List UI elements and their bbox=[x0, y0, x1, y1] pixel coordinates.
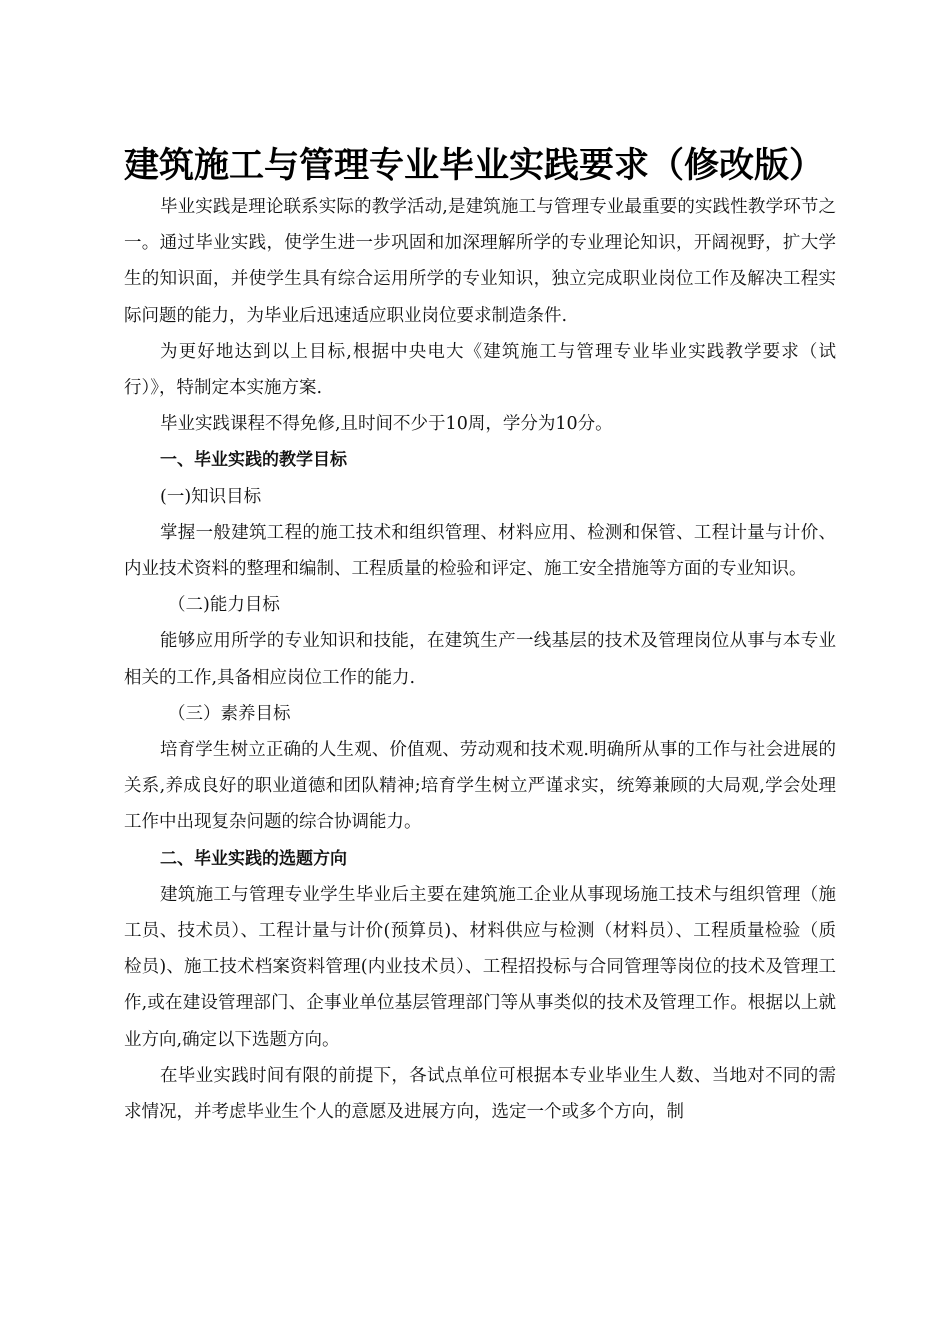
intro-paragraph-1: 毕业实践是理论联系实际的教学活动,是建筑施工与管理专业最重要的实践性教学环节之一。通过毕业实践，使学生进一步巩固和加深理解所学的专业理论知识，开阔视野，扩大学生的知识面，并使学生具有综合运用所学的专业知识，独立完成职业岗位工作及解决工程实际问题的能力，为毕业后迅速适应职业岗位要求制造条件. bbox=[124, 197, 836, 326]
topic-direction-paragraph-2: 在毕业实践时间有限的前提下，各试点单位可根据本专业毕业生人数、当地对不同的需求情况，并考虑毕业生个人的意愿及进展方向，选定一个或多个方向，制 bbox=[124, 1065, 836, 1123]
document-title: 建筑施工与管理专业毕业实践要求（修改版） bbox=[124, 146, 825, 186]
ability-goal-text: 能够应用所学的专业知识和技能，在建筑生产一线基层的技术及管理岗位从事与本专业相关的工作,具备相应岗位工作的能力. bbox=[124, 631, 836, 688]
intro-paragraph-3: 毕业实践课程不得免修,且时间不少于10周，学分为10分。 bbox=[160, 414, 613, 435]
section-2-heading: 二、毕业实践的选题方向 bbox=[160, 848, 347, 869]
quality-goal-heading: （三）素养目标 bbox=[168, 703, 291, 724]
section-1-heading: 一、毕业实践的教学目标 bbox=[160, 450, 347, 471]
ability-goal-heading: （二)能力目标 bbox=[168, 595, 280, 616]
knowledge-goal-heading: (一)知识目标 bbox=[160, 486, 262, 507]
knowledge-goal-text: 掌握一般建筑工程的施工技术和组织管理、材料应用、检测和保管、工程计量与计价、内业技术资料的整理和编制、工程质量的检验和评定、施工安全措施等方面的专业知识。 bbox=[124, 522, 836, 580]
quality-goal-text: 培育学生树立正确的人生观、价值观、劳动观和技术观.明确所从事的工作与社会进展的关系,养成良好的职业道德和团队精神;培育学生树立严谨求实，统筹兼顾的大局观,学会处理工作中出现复杂问题的综合协调能力。 bbox=[124, 740, 836, 833]
topic-direction-paragraph-1: 建筑施工与管理专业学生毕业后主要在建筑施工企业从事现场施工技术与组织管理（施工员、技术员）、工程计量与计价(预算员)、材料供应与检测（材料员）、工程质量检验（质检员)、施工技术档案资料管理(内业技术员）、工程招投标与合同管理等岗位的技术及管理工作,或在建设管理部门、企事业单位基层管理部门等从事类似的技术及管理工作。根据以上就业方向,确定以下选题方向。 bbox=[124, 884, 836, 1050]
document-body bbox=[124, 189, 836, 1130]
intro-paragraph-2: 为更好地达到以上目标,根据中央电大《建筑施工与管理专业毕业实践教学要求（试行）》，特制定本实施方案. bbox=[124, 341, 836, 399]
